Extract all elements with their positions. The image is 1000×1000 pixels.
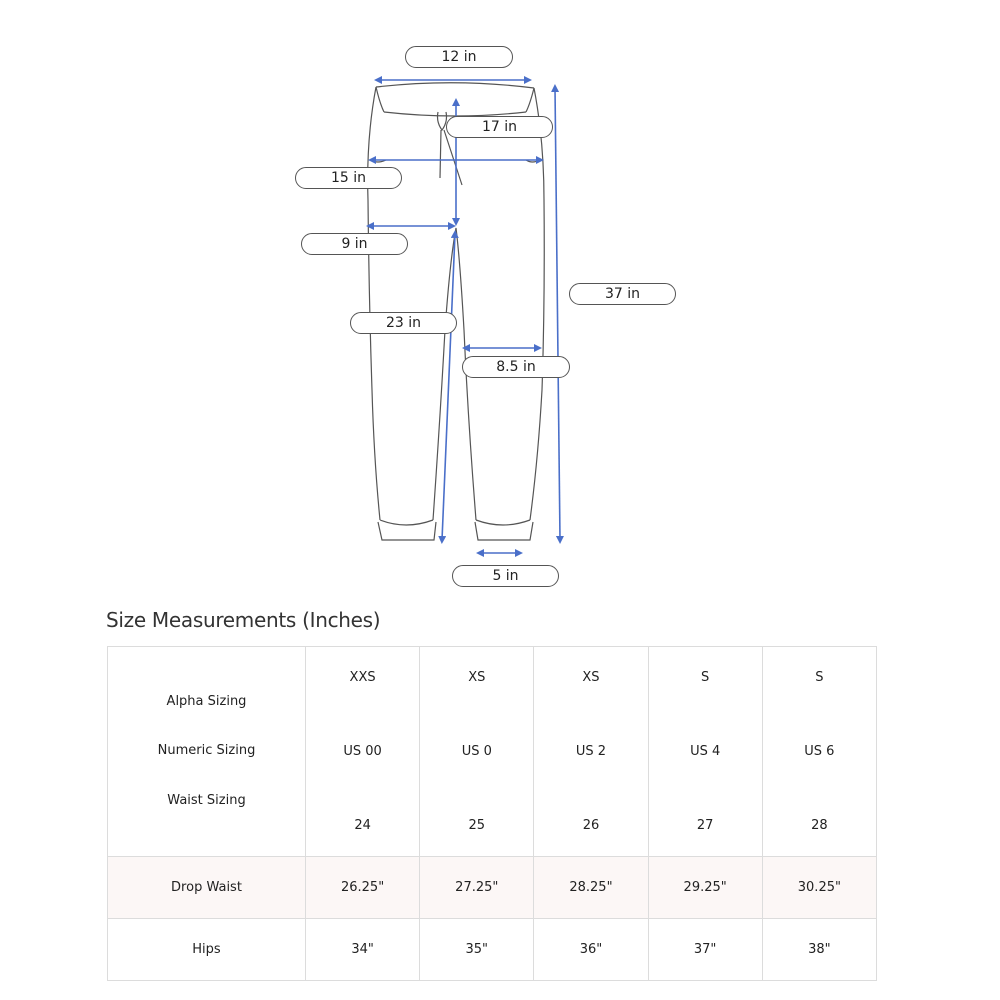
waist-size: 24 [354, 818, 371, 833]
waist-width-label: 12 in [405, 46, 513, 68]
numeric-size: US 6 [804, 744, 835, 759]
table-cell: 34" [306, 919, 420, 981]
numeric-size: US 00 [343, 744, 382, 759]
table-title: Size Measurements (Inches) [106, 608, 381, 632]
table-cell: 29.25" [648, 857, 762, 919]
alpha-size: XS [582, 670, 600, 685]
size-column-header [534, 647, 648, 857]
waist-size: 25 [468, 818, 486, 833]
table-cell: 30.25" [762, 857, 876, 919]
numeric-size: US 0 [461, 744, 492, 759]
size-column-header [762, 647, 876, 857]
knee-width-label: 8.5 in [462, 356, 570, 378]
size-table [107, 646, 877, 981]
table-row-drop-waist [108, 857, 877, 919]
table-cell: 38" [762, 919, 876, 981]
size-column-header [420, 647, 534, 857]
numeric-size: US 4 [690, 744, 721, 759]
waist-sizing-label: Waist Sizing [167, 793, 246, 808]
waist-size: 27 [696, 818, 714, 833]
table-row-hips [108, 919, 877, 981]
table-header-row [108, 647, 877, 857]
table-cell: 26.25" [306, 857, 420, 919]
header-labels-cell [108, 647, 306, 857]
alpha-size: XXS [349, 670, 376, 685]
outseam-line [555, 88, 560, 540]
inseam-label: 23 in [350, 312, 457, 334]
table-cell: 35" [420, 919, 534, 981]
size-column-header [306, 647, 420, 857]
size-column-header [648, 647, 762, 857]
leg-opening-label: 5 in [452, 565, 559, 587]
inseam-line [442, 234, 455, 540]
table-cell: 37" [648, 919, 762, 981]
waist-size: 28 [811, 818, 828, 833]
row-label: Hips [108, 919, 306, 981]
table-cell: 28.25" [534, 857, 648, 919]
alpha-size: S [815, 670, 824, 685]
waist-size: 26 [582, 818, 600, 833]
table-cell: 36" [534, 919, 648, 981]
front-rise-label: 17 in [446, 116, 553, 138]
table-cell: 27.25" [420, 857, 534, 919]
numeric-sizing-label: Numeric Sizing [157, 743, 256, 758]
hip-width-label: 15 in [295, 167, 402, 189]
alpha-sizing-label: Alpha Sizing [166, 694, 247, 709]
thigh-width-label: 9 in [301, 233, 408, 255]
row-label: Drop Waist [108, 857, 306, 919]
outseam-label: 37 in [569, 283, 676, 305]
alpha-size: S [701, 670, 710, 685]
numeric-size: US 2 [575, 744, 607, 759]
alpha-size: XS [468, 670, 486, 685]
